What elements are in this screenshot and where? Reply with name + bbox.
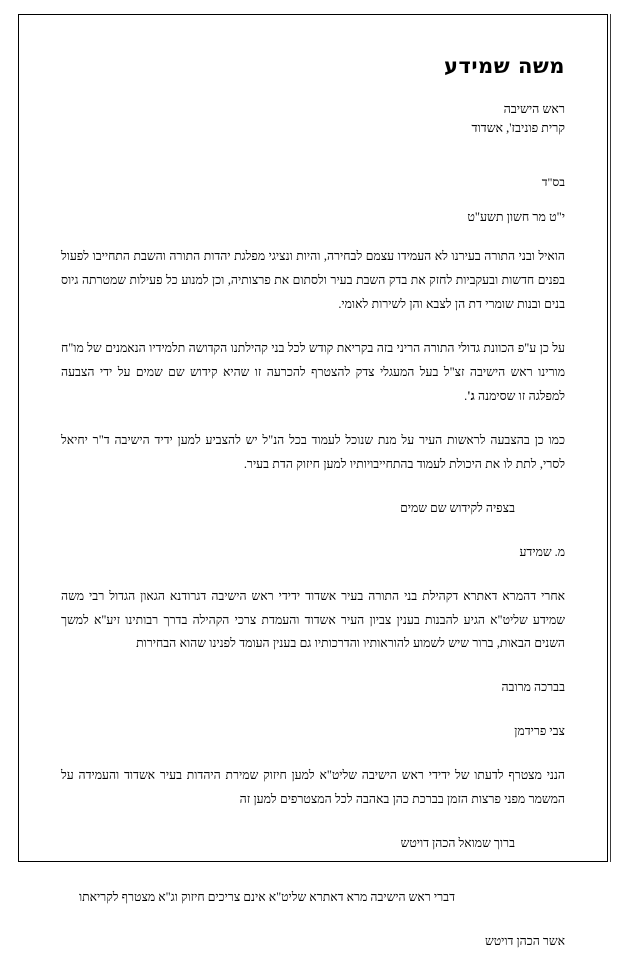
paragraph-3: כמו כן בהצבעה לראשות העיר על מנת שנוכל לעמוד בכל הנ"ל יש להצביע למען ידיד הישיבה ד"ר יחיאל לסרי, לתת לו את היכולת לעמוד בהתחייבויותיו למען חיזוק הדת בעיר.	[61, 432, 565, 471]
signature-3: ברוך שמואל הכהן דויטש	[400, 836, 515, 851]
paragraph-5: הנני מצטרף לדעתו של ידידי ראש הישיבה שליט"א למען חיזוק שמירת היהדות בעיר אשדוד והעמידה על המשמר מפני פרצות הזמן בברכת כהן באהבה לכל המצטרפים למען זה	[61, 768, 565, 807]
paragraph-2-party-letter: ג'	[467, 388, 475, 403]
paragraph-4: אחרי דהמרא דאתרא דקהילת בני התורה בעיר אשדוד ידידי ראש הישיבה דגרודנא הגאון הגדול רבי משה שמידע שליט"א הגיע להבנות בענין צביון העיר אשדוד והעמדת צרכי הקהילה בדרך רבותינו זיע"א למשך השנים הבאות, ברור שיש לשמוע להוראותיו והדרכותיו גם בענין העומד לפנינו שהוא הבחירות	[61, 588, 565, 651]
hebrew-date: י"ט מר חשון תשע"ט	[467, 209, 565, 224]
paragraph-2	[61, 337, 565, 409]
document-page	[18, 14, 608, 949]
letterhead	[61, 55, 565, 139]
bsd-marker: בס"ד	[541, 174, 565, 189]
signature-4: אשר הכהן דויטש	[485, 934, 565, 949]
closing-line-1: בצפיה לקידוש שם שמים	[400, 500, 515, 515]
paragraph-2-text-a: על כן ע"פ הכוונת גדולי התורה הריני בזה בקריאת קודש לכל בני קהילתנו הקדושה תלמידיו הנאמנים של מו"ח מורינו ראש הישיבה זצ"ל בעל המעגלי צדק להצטרף להכרעה זו שהיא קידוש שם שמים על ידי הצבעה למפלגה זו שסימנה	[61, 340, 565, 403]
letterhead-role: ראש הישיבה	[503, 102, 565, 117]
letterhead-address: קרית פוניבז', אשדוד	[471, 121, 565, 136]
closing-line-2: בברכה מרובה	[501, 680, 565, 695]
paragraph-1: הואיל ובני התורה בעירנו לא העמידו עצמם לבחירה, והיות ונציגי מפלגת יהדות התורה והשבת התחייבו לפעול בפנים חדשות ובעקביות לחזק את בדק השבת בעיר ולסתום את פרצותיה, וכן למנוע כל פעילות שמטרתה גיוס בנים ובנות שומרי דת הן לצבא והן לשירות לאומי.	[61, 248, 565, 311]
letter-body	[61, 245, 565, 954]
signature-1: מ. שמידע	[519, 544, 565, 559]
paragraph-6: דברי ראש הישיבה מרא דאתרא שליט"א אינם צריכים חיזוק וג"א מצטרף לקריאתו	[78, 890, 455, 905]
letterhead-name: משה שמידע	[444, 54, 565, 78]
paragraph-2-text-c: .	[464, 388, 468, 403]
page-content	[19, 15, 607, 949]
signature-2: צבי פרידמן	[514, 724, 565, 739]
